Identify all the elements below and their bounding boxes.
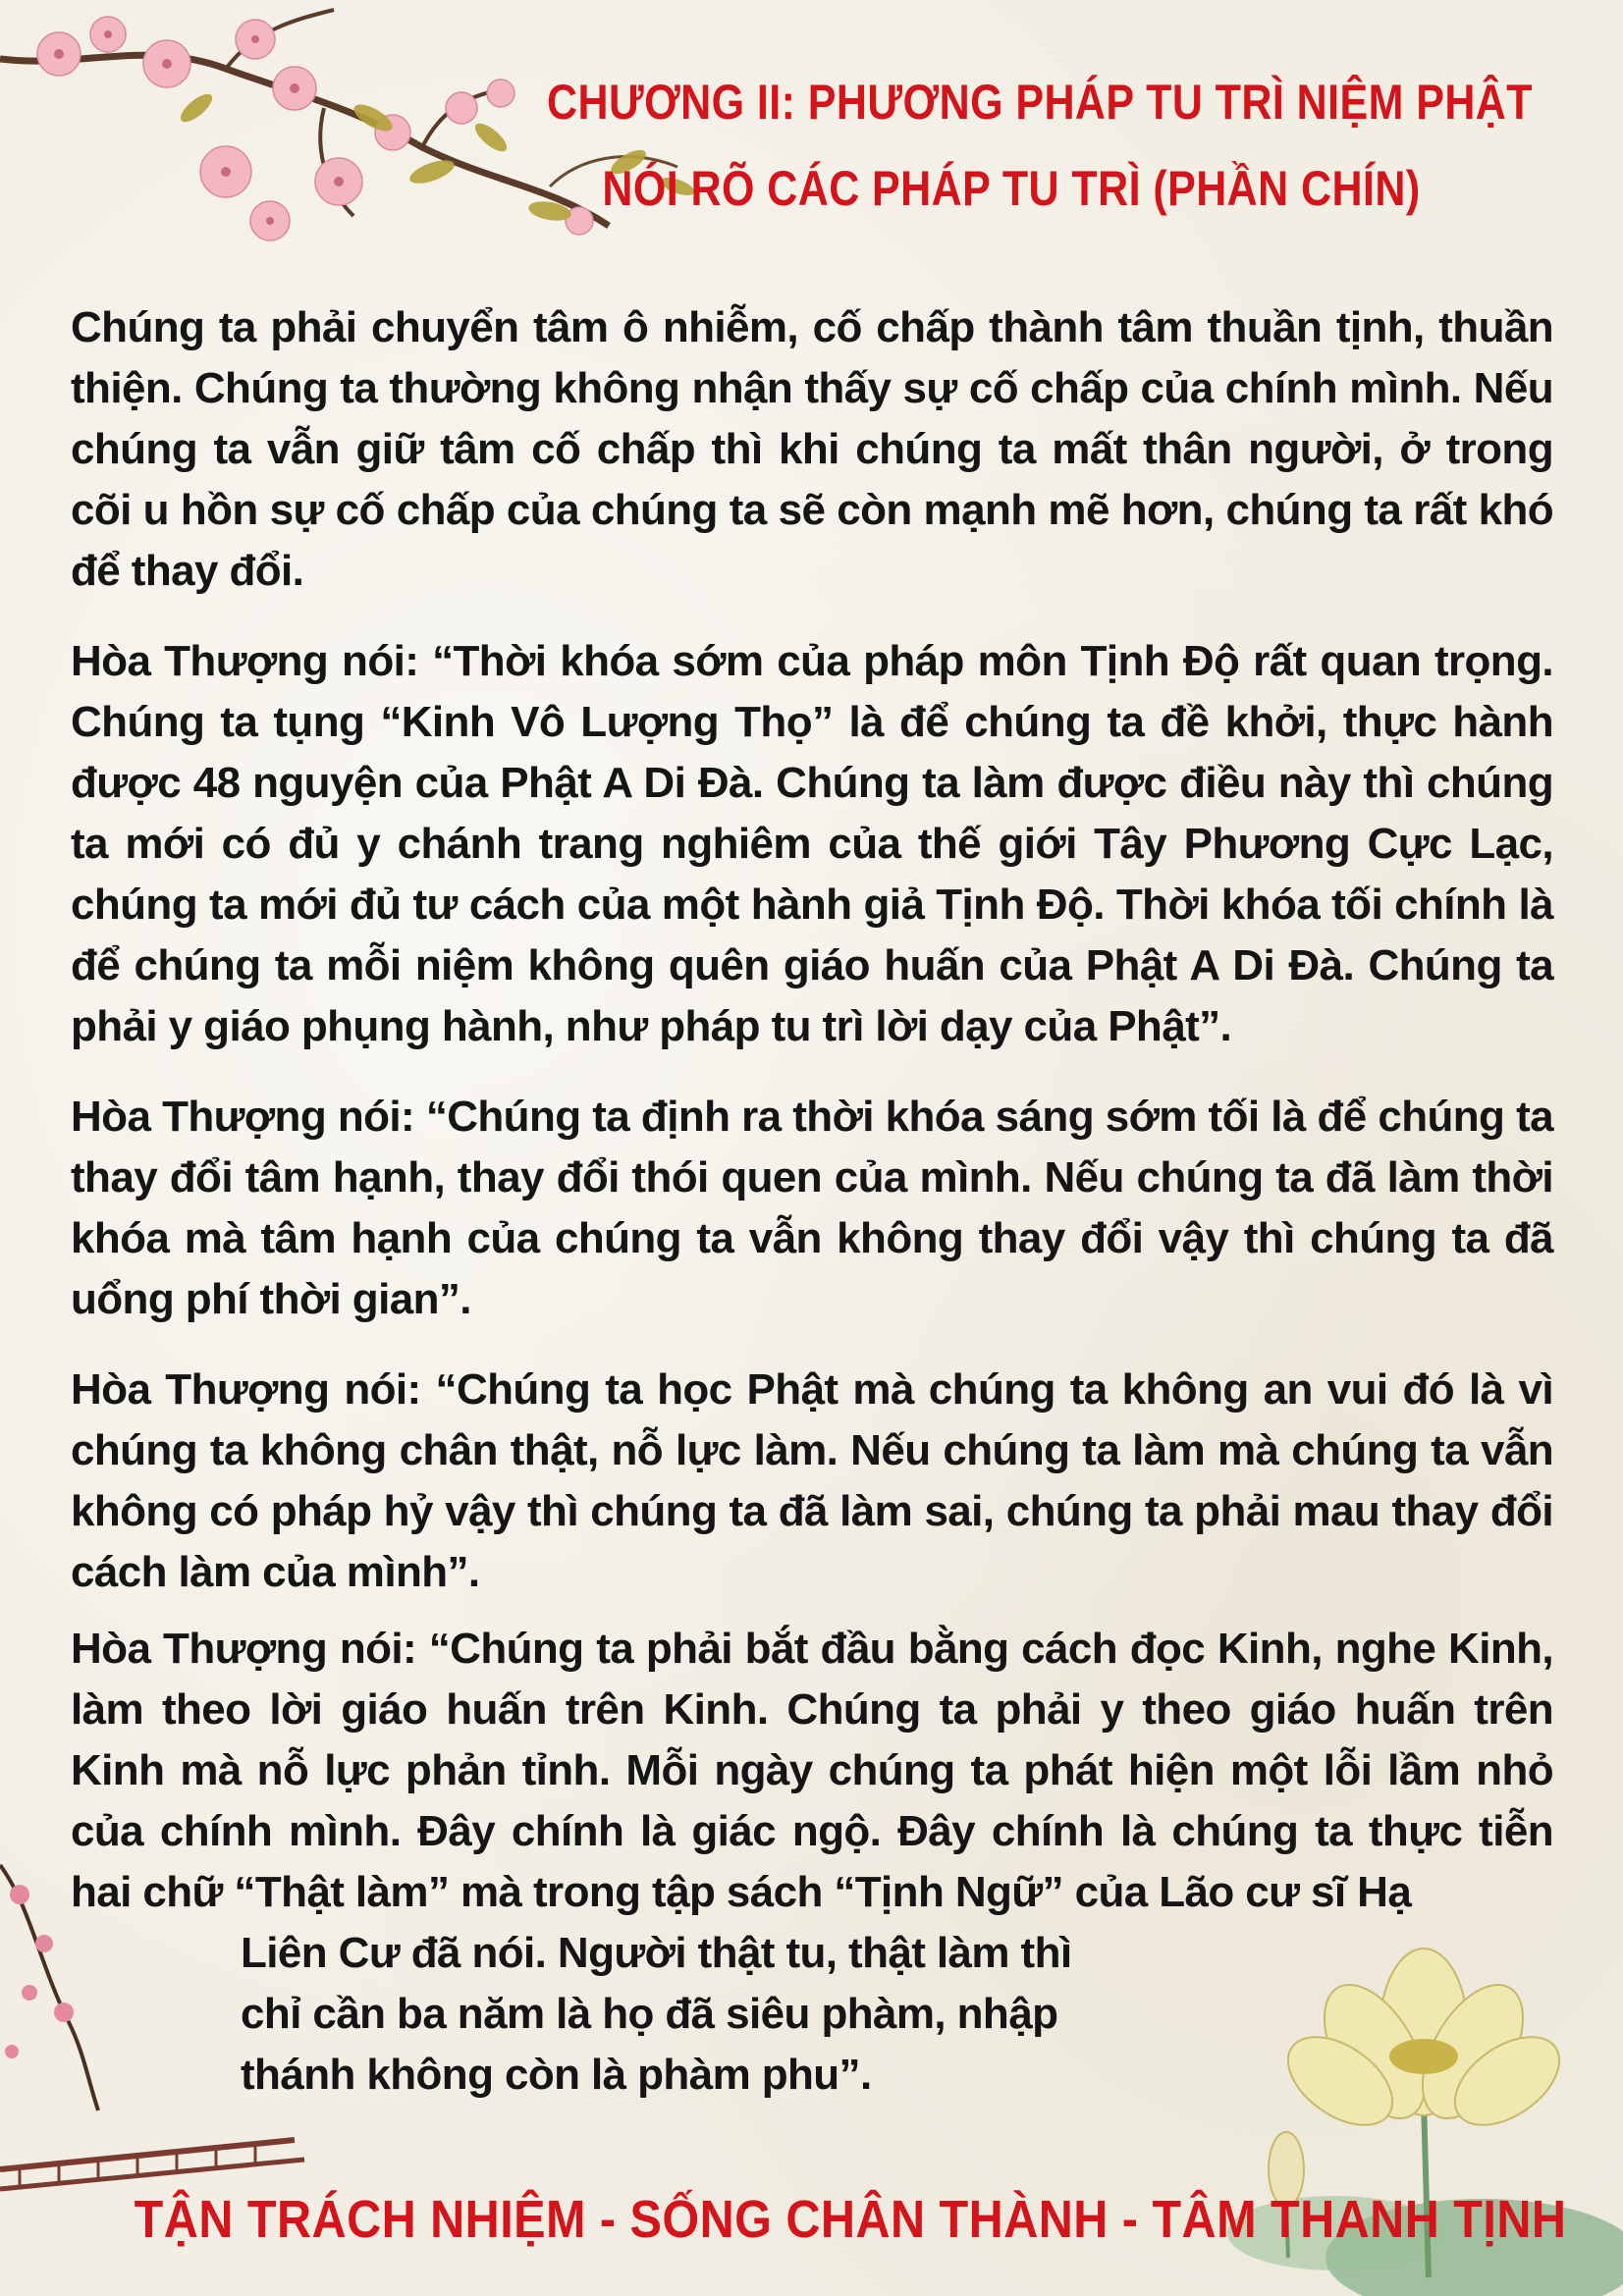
footer-motto: TẬN TRÁCH NHIỆM - SỐNG CHÂN THÀNH - TÂM THANH TỊNH — [134, 2190, 1567, 2249]
paragraph-3: Hòa Thượng nói: “Chúng ta định ra thời khóa sáng sớm tối là để chúng ta thay đổi tâm hạnh, thay đổi thói quen của mình. Nếu chúng ta đã làm thời khóa mà tâm hạnh của chúng ta vẫn không thay đổi vậy thì chúng ta đã uổng phí thời gian”. — [71, 1093, 1553, 1323]
paragraph-2: Hòa Thượng nói: “Thời khóa sớm của pháp môn Tịnh Độ rất quan trọng. Chúng ta tụng “Kinh Vô Lượng Thọ” là để chúng ta đề khởi, thực hành được 48 nguyện của Phật A Di Đà. Chúng ta làm được điều này thì chúng ta mới có đủ y chánh trang nghiêm của thế giới Tây Phương Cực Lạc, chúng ta mới đủ tư cách của một hành giả Tịnh Độ. Thời khóa tối chính là để chúng ta mỗi niệm không quên giáo huấn của Phật A Di Đà. Chúng ta phải y giáo phụng hành, như pháp tu trì lời dạy của Phật”. — [71, 637, 1553, 1050]
continuation-line: Liên Cư đã nói. Người thật tu, thật làm thì — [241, 1929, 1072, 1977]
continuation-line: chỉ cần ba năm là họ đã siêu phàm, nhập — [241, 1990, 1058, 2038]
chapter-subtitle: NÓI RÕ CÁC PHÁP TU TRÌ (PHẦN CHÍN) — [602, 161, 1421, 216]
paragraph-4: Hòa Thượng nói: “Chúng ta học Phật mà chúng ta không an vui đó là vì chúng ta không chân thật, nỗ lực làm. Nếu chúng ta làm mà chúng ta vẫn không có pháp hỷ vậy thì chúng ta đã làm sai, chúng ta phải mau thay đổi cách làm của mình”. — [71, 1365, 1553, 1596]
continuation-line: thánh không còn là phàm phu”. — [241, 2051, 872, 2099]
chapter-title: CHƯƠNG II: PHƯƠNG PHÁP TU TRÌ NIỆM PHẬT — [547, 75, 1533, 130]
paragraph-5-continuation — [241, 1923, 1163, 2106]
article-body — [71, 297, 1553, 1632]
paragraph-1: Chúng ta phải chuyển tâm ô nhiễm, cố chấp thành tâm thuần tịnh, thuần thiện. Chúng ta thường không nhận thấy sự cố chấp của chính mình. Nếu chúng ta vẫn giữ tâm cố chấp thì khi chúng ta mất thân người, ở trong cõi u hồn sự cố chấp của chúng ta sẽ còn mạnh mẽ hơn, chúng ta rất khó để thay đổi. — [71, 303, 1553, 595]
paragraph-5: Hòa Thượng nói: “Chúng ta phải bắt đầu bằng cách đọc Kinh, nghe Kinh, làm theo lời giáo huấn trên Kinh. Chúng ta phải y theo giáo huấn trên Kinh mà nỗ lực phản tỉnh. Mỗi ngày chúng ta phát hiện một lỗi lầm nhỏ của chính mình. Đây chính là giác ngộ. Đây chính là chúng ta thực tiễn hai chữ “Thật làm” mà trong tập sách “Tịnh Ngữ” của Lão cư sĩ Hạ — [71, 1625, 1553, 1916]
